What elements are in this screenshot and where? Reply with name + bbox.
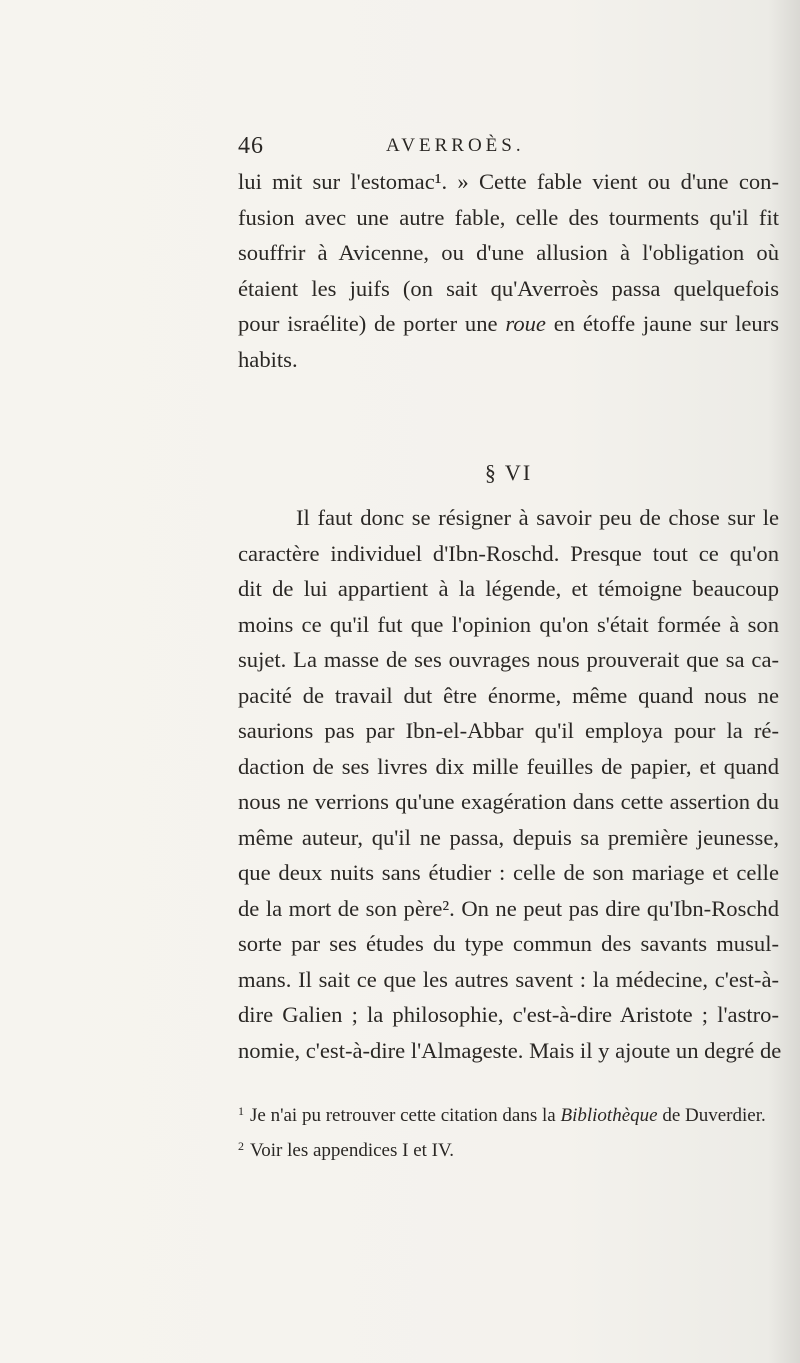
text-line: lui mit sur l'estomac¹. » Cette fable vient ou d'une con- xyxy=(238,169,779,194)
text-line: dire Galien ; la philosophie, c'est-à-dire Aristote ; l'astro- xyxy=(238,1002,779,1027)
text-line: caractère individuel d'Ibn-Roschd. Presque tout ce qu'on xyxy=(238,540,779,566)
footnote: $^1$ Je n'ai pu retrouver cette citation dans la Bibliothèque de Duverdier. xyxy=(238,1104,766,1126)
text-line: même auteur, qu'il ne passa, depuis sa première jeunesse, xyxy=(238,824,779,850)
text-line: nous ne verrions qu'une exagération dans cette assertion du xyxy=(238,789,779,814)
text-line: saurions pas par Ibn-el-Abbar qu'il employa pour la ré- xyxy=(238,718,779,743)
italic-word: roue xyxy=(505,311,546,336)
text-line: Il faut donc se résigner à savoir peu de chose sur le xyxy=(296,505,779,530)
footnote: $^2$ Voir les appendices I et IV. xyxy=(238,1139,455,1161)
text-line: fusion avec une autre fable, celle des tourments qu'il fit xyxy=(238,204,779,230)
paragraph-2 xyxy=(238,500,782,1068)
footnote-mark: 1 xyxy=(238,1104,244,1118)
text-line: nomie, c'est-à-dire l'Almageste. Mais il y ajoute un degré de xyxy=(238,1037,782,1063)
page-header xyxy=(238,133,648,163)
text-line: étaient les juifs (on sait qu'Averroès passa quelquefois xyxy=(238,275,779,301)
text-line: souffrir à Avicenne, ou d'une allusion à l'obligation où xyxy=(238,240,779,265)
text-line: dit de lui appartient à la légende, et témoigne beaucoup xyxy=(238,576,779,601)
footnote-mark: 2 xyxy=(238,1139,244,1153)
section-heading: § VI xyxy=(484,460,533,485)
text-line: moins ce qu'il fut que l'opinion qu'on s'était formée à son xyxy=(238,611,779,637)
text-line: daction de ses livres dix mille feuilles de papier, et quand xyxy=(238,753,779,779)
text-line: de la mort de son père². On ne peut pas dire qu'Ibn-Roschd xyxy=(238,895,779,921)
text-line: sorte par ses études du type commun des savants musul- xyxy=(238,931,779,956)
text-line: que deux nuits sans étudier : celle de son mariage et celle xyxy=(238,860,779,885)
footnotes xyxy=(238,1096,779,1166)
running-title: AVERROÈS. xyxy=(386,135,525,156)
paragraph-1 xyxy=(238,164,779,377)
italic-title: Bibliothèque xyxy=(560,1105,658,1126)
text-line: pacité de travail dut être énorme, même quand nous ne xyxy=(238,682,779,708)
page-number: 46 xyxy=(238,133,264,159)
text-line-with-italic: pour israélite) de porter une roue en étoffe jaune sur leurs xyxy=(238,311,779,336)
text-line: sujet. La masse de ses ouvrages nous prouverait que sa ca- xyxy=(238,647,779,672)
text-line: habits. xyxy=(238,346,298,372)
text-line: mans. Il sait ce que les autres savent : la médecine, c'est-à- xyxy=(238,966,779,992)
